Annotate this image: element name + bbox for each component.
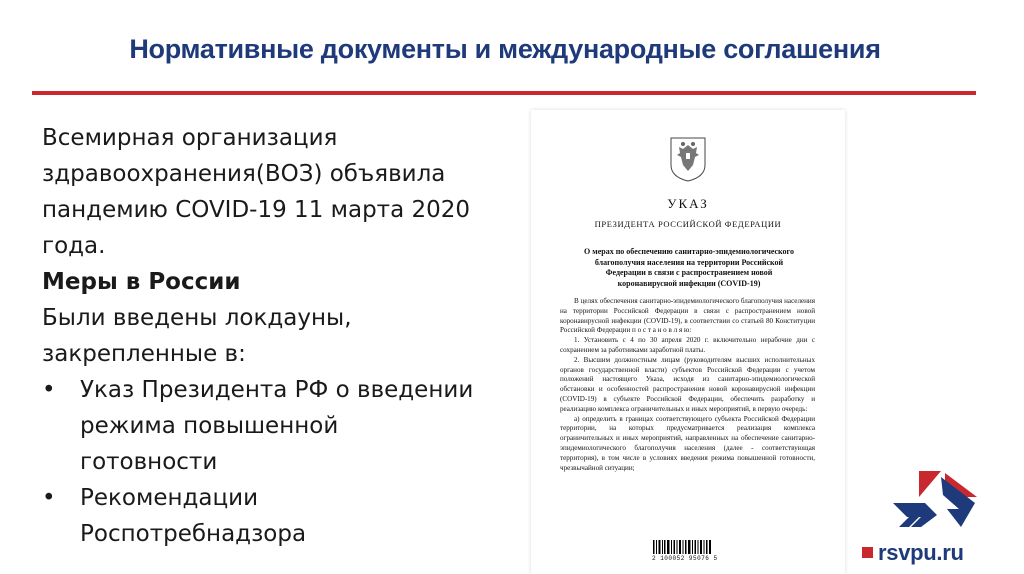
decree-title (567, 247, 811, 289)
bullet-line: Роспотребнадзора (80, 521, 307, 547)
decree-paragraph: а) определить в границах соответствующего субъекта Российской Федерации территории, на которых предусматривается реализация комплекса ограничительных и иных мероприятий, направленных на обеспечение санитарно-эпидемиологического благополучия населения (далее - соответствующая территория), в том числе в условиях введения режима повышенной готовности, чрезвычайной ситуации; (560, 414, 815, 472)
university-logo-icon (891, 467, 981, 531)
measures-heading: Меры в России (42, 269, 241, 295)
decree-body (560, 297, 815, 473)
bullet-marker: • (42, 377, 56, 403)
decree-title-line: О мерах по обеспечению санитарно-эпидемиологического (584, 247, 794, 256)
list-item (42, 480, 522, 552)
bullet-line: Указ Президента РФ о введении (80, 377, 474, 403)
measures-list (42, 372, 522, 552)
decree-title-line: Федерации в связи с распространением новой (605, 268, 773, 277)
title-divider (32, 91, 976, 95)
main-text (42, 120, 522, 552)
barcode-number: 2 100052 95076 5 (652, 555, 718, 562)
brand-url[interactable] (862, 540, 964, 566)
bullet-line: Рекомендации (80, 485, 259, 511)
decree-paragraph: 1. Установить с 4 по 30 апреля 2020 г. включительно нерабочие дни с сохранением за работниками заработной платы. (560, 336, 815, 354)
decree-title-line: благополучия населения на территории Российской (594, 257, 784, 267)
barcode-icon (653, 540, 713, 554)
coat-of-arms-icon (668, 135, 708, 183)
intro-line: года. (42, 233, 106, 259)
page-title: Нормативные документы и международные соглашения (129, 34, 881, 64)
decree-title-line: коронавирусной инфекции (COVID-19) (617, 278, 761, 288)
intro-line: Всемирная организация (42, 125, 338, 151)
bullet-line: готовности (80, 449, 218, 475)
brand-label: rsvpu.ru (878, 540, 964, 565)
bullet-line: режима повышенной (80, 413, 339, 439)
decree-heading: УКАЗ (667, 196, 709, 211)
decree-paragraph: 2. Высшим должностным лицам (руководителям высших исполнительных органов государственной власти) субъектов Российской Федерации с учетом положений настоящего Указа, исходя из санитарно-эпидемиологической обстановки и особенностей распространения новой коронавирусной инфекции (COVID-19) в субъекте Российской Федерации, обеспечить разработку и реализацию комплекса ограничительных и иных мероприятий, в первую очередь: (560, 355, 815, 413)
decree-subheading: ПРЕЗИДЕНТА РОССИЙСКОЙ ФЕДЕРАЦИИ (594, 219, 782, 229)
lockdown-line: закрепленные в: (42, 341, 246, 367)
intro-line: пандемию COVID-19 11 марта 2020 (42, 197, 471, 223)
list-item (42, 372, 522, 480)
intro-line: здравоохранения(ВОЗ) объявила (42, 161, 446, 187)
bullet-marker: • (42, 485, 56, 511)
decree-document-image (531, 110, 845, 574)
decree-paragraph: В целях обеспечения санитарно-эпидемиологического благополучия населения на территории Российской Федерации в связи с распространением новой коронавирусной инфекции (COVID-19), в соответствии со статьей 80 Конституции Российской Федерации п о с т а н о в л я ю: (560, 297, 815, 335)
lockdown-line: Были введены локдауны, (42, 305, 352, 331)
brand-square-icon (862, 547, 873, 558)
